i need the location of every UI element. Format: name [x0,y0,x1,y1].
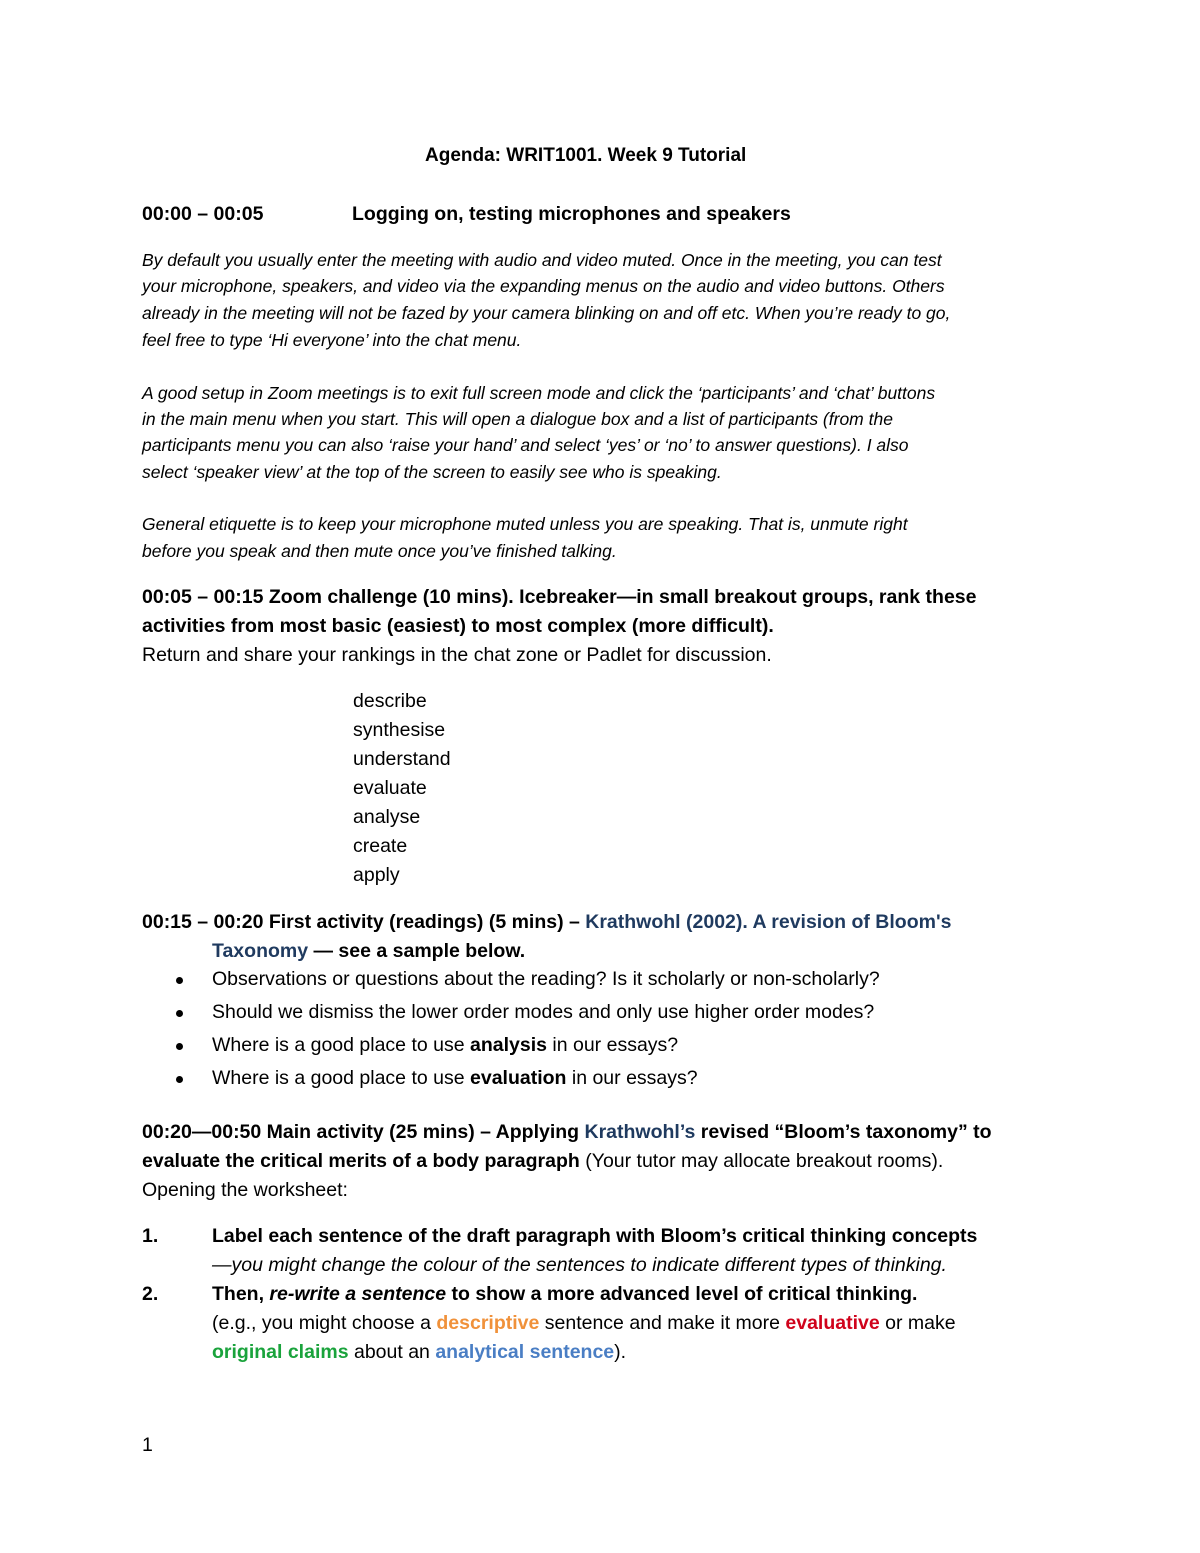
rank-word: apply [353,864,400,886]
step-number: 1. [142,1225,159,1247]
s4-i2a: Then, [212,1283,270,1305]
original-claims-word: original claims [212,1341,349,1363]
s1-p2-line: in the main menu when you start. This will open a dialogue box and a list of participants (from the [142,409,893,429]
s3-lead: 00:15 – 00:20 First activity (readings) (5 mins) – [142,911,586,933]
s4-i2f: sentence and make it more [539,1312,786,1334]
s1-p1-line: already in the meeting will not be fazed by your camera blinking on and off etc. When you’re ready to go, [142,303,951,323]
s4-i2d: (e.g., you might choose a [212,1312,437,1334]
s1-p2-line: participants menu you can also ‘raise your hand’ and select ‘yes’ or ‘no’ to answer questions). I also [142,435,909,455]
s3-bullet [212,1067,698,1090]
analytical-word: analytical sentence [435,1341,615,1363]
page-title: Agenda: WRIT1001. Week 9 Tutorial [425,145,747,166]
s1-p2-line: A good setup in Zoom meetings is to exit full screen mode and click the ‘participants’ and ‘chat’ buttons [142,383,936,403]
page-number: 1 [142,1434,153,1456]
bullet-icon [176,1043,183,1050]
step2-example [212,1312,956,1335]
reading-link[interactable]: Krathwohl (2002). A revision of Bloom's [585,911,952,933]
step2-text [212,1283,917,1306]
s3-b3-tail: in our essays? [546,1034,679,1056]
bullet-icon [176,1010,183,1017]
s4-line3: Opening the worksheet: [142,1179,348,1201]
s1-p1-line: By default you usually enter the meeting with audio and video muted. Once in the meeting, you can test [142,250,942,270]
reading-link-cont[interactable]: Taxonomy [212,940,309,962]
s4-i2l: ). [614,1341,627,1363]
s1-p3-line: General etiquette is to keep your microphone muted unless you are speaking. That is, unmute right [142,514,908,534]
s3-tail: — see a sample below. [308,940,526,962]
step2-example-cont [212,1341,626,1364]
s4-i2c: to show a more advanced level of critical thinking. [446,1283,918,1305]
rank-word: describe [353,690,427,712]
s1-p2-line: select ‘speaker view’ at the top of the screen to easily see who is speaking. [142,462,722,482]
s3-b3-text: Where is a good place to use [212,1034,470,1056]
step-number: 2. [142,1283,159,1305]
s4-i2b: re-write a sentence [269,1283,447,1305]
s3-heading-line [142,911,951,934]
s4-i2j: about an [348,1341,436,1363]
rank-word: synthesise [353,719,446,741]
s4-line1 [142,1121,992,1144]
step1-text: Label each sentence of the draft paragraph with Bloom’s critical thinking concepts [212,1225,978,1247]
s2-line2: activities from most basic (easiest) to most complex (more difficult). [142,615,774,637]
s4-l1c: revised “Bloom’s taxonomy” to [695,1121,992,1143]
rank-word: create [353,835,408,857]
s3-b4-bold: evaluation [470,1067,567,1089]
s3-bullet: Should we dismiss the lower order modes and only use higher order modes? [212,1001,875,1023]
s3-bullet [212,1034,678,1057]
s1-time: 00:00 – 00:05 [142,203,264,225]
s3-b4-text: Where is a good place to use [212,1067,470,1089]
s1-heading: Logging on, testing microphones and speakers [352,203,791,225]
s1-p1-line: feel free to type ‘Hi everyone’ into the chat menu. [142,330,522,350]
s4-l1a: 00:20—00:50 Main activity (25 mins) – Applying [142,1121,585,1143]
evaluative-word: evaluative [785,1312,880,1334]
s4-l2b: (Your tutor may allocate breakout rooms). [579,1150,944,1172]
s2-line1: 00:05 – 00:15 Zoom challenge (10 mins). Icebreaker—in small breakout groups, rank these [142,586,977,608]
s3-b4-tail: in our essays? [566,1067,698,1089]
bullet-icon [176,977,183,984]
s1-p1-line: your microphone, speakers, and video via the expanding menus on the audio and video buttons. Others [142,276,945,296]
s4-l2a: evaluate the critical merits of a body paragraph [142,1150,580,1172]
rank-word: understand [353,748,451,770]
rank-word: analyse [353,806,421,828]
s1-p3-line: before you speak and then mute once you’ve finished talking. [142,541,617,561]
s4-i2h: or make [879,1312,956,1334]
bullet-icon [176,1076,183,1083]
descriptive-word: descriptive [436,1312,540,1334]
krathwohl-link[interactable]: Krathwohl’s [584,1121,696,1143]
s2-line3: Return and share your rankings in the chat zone or Padlet for discussion. [142,644,772,666]
s3-bullet: Observations or questions about the reading? Is it scholarly or non-scholarly? [212,968,880,990]
s4-line2 [142,1150,943,1173]
step1-note: —you might change the colour of the sentences to indicate different types of thinking. [212,1254,947,1276]
s3-b3-bold: analysis [470,1034,547,1056]
s3-heading-line2 [212,940,525,963]
rank-word: evaluate [353,777,427,799]
